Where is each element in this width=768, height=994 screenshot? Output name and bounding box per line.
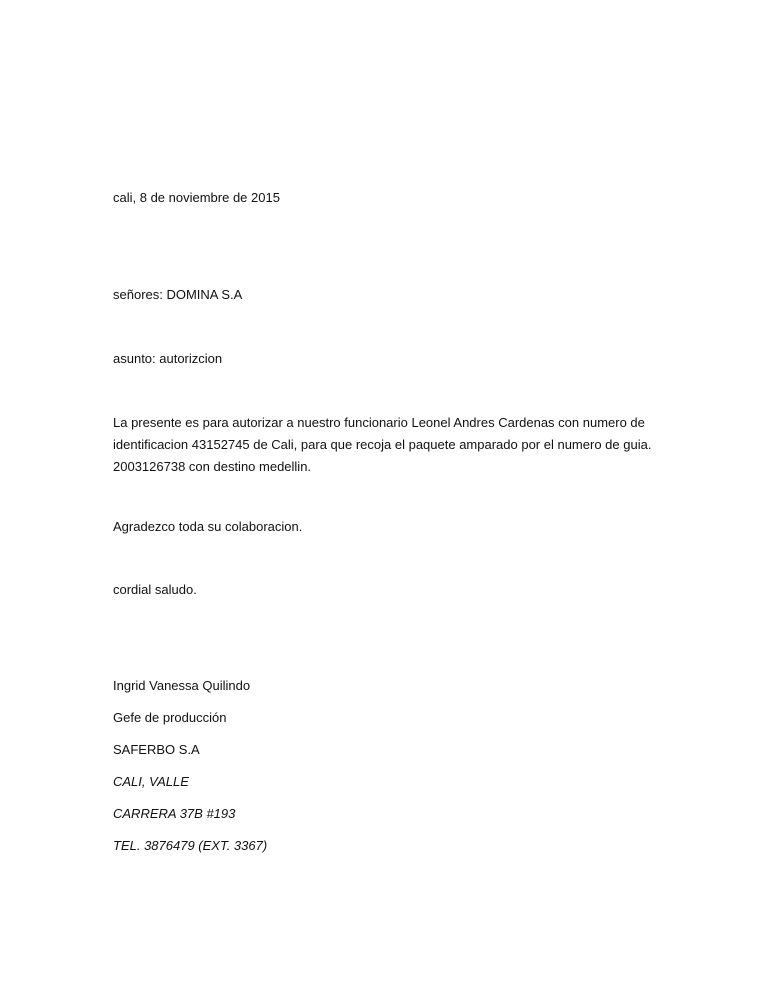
body-line: identificacion 43152745 de Cali, para que recoja el paquete amparado por el numero de guia. [113, 437, 652, 452]
letter-closing: cordial saludo. [113, 582, 197, 597]
letter-thanks: Agradezco toda su colaboracion. [113, 519, 303, 534]
letter-body [113, 412, 673, 478]
body-line: La presente es para autorizar a nuestro funcionario Leonel Andres Cardenas con numero de [113, 415, 645, 430]
letter-recipient: señores: DOMINA S.A [113, 287, 243, 302]
body-line: 2003126738 con destino medellin. [113, 459, 312, 474]
letter-subject: asunto: autorizcion [113, 351, 223, 366]
signature-name: Ingrid Vanessa Quilindo [113, 678, 251, 693]
signature-address: CARRERA 37B #193 [113, 806, 236, 821]
signature-city: CALI, VALLE [113, 774, 189, 789]
signature-company: SAFERBO S.A [113, 742, 200, 757]
letter-date: cali, 8 de noviembre de 2015 [113, 190, 280, 205]
signature-phone: TEL. 3876479 (EXT. 3367) [113, 838, 268, 853]
signature-title: Gefe de producción [113, 710, 227, 725]
